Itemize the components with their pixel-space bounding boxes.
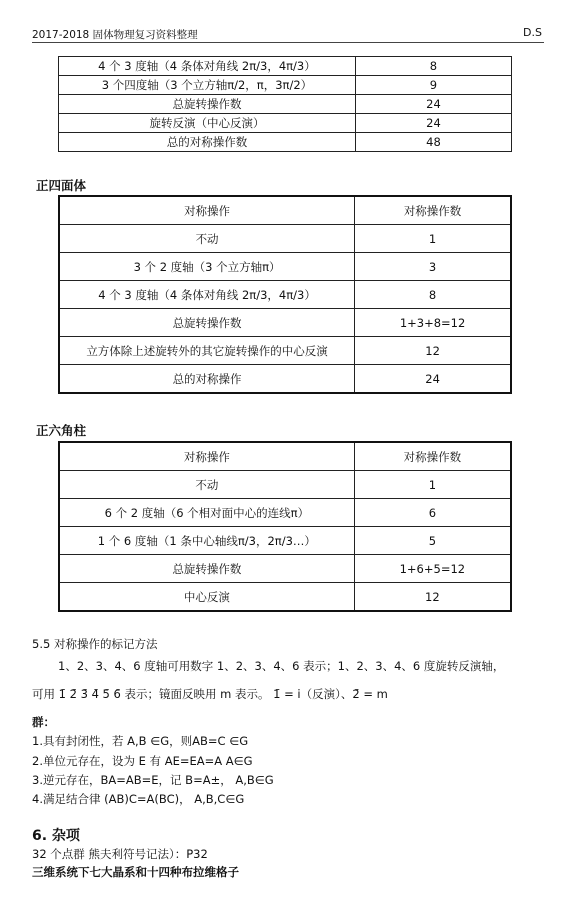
hexagonal-prism-symmetry-table [58,441,512,612]
group-property: 2.单位元存在，设为 E 有 AE=EA=A A∈G [32,754,253,768]
notation-heading: 5.5 对称操作的标记方法 [32,637,158,651]
table-cell: 立方体除上述旋转外的其它旋转操作的中心反演 [59,337,355,365]
table-row [59,95,512,114]
table-cell: 12 [355,337,511,365]
column-header: 对称操作 [59,196,355,225]
table-header-row [59,442,511,471]
table-row [59,114,512,133]
table-cell: 24 [355,95,511,114]
table-cell: 3 [355,253,511,281]
misc-heading: 6. 杂项 [32,828,80,844]
table-cell: 不动 [59,471,354,499]
hexagonal-prism-heading: 正六角柱 [36,423,87,438]
header-author: D.S [523,26,542,39]
table-row [59,309,511,337]
table-row [59,499,511,527]
table-row [59,583,511,612]
table-row [59,555,511,583]
group-property: 4.满足结合律 (AB)C=A(BC)， A,B,C∈G [32,792,245,806]
group-property: 1.具有封闭性，若 A,B ∈G，则AB=C ∈G [32,734,249,748]
table-row [59,337,511,365]
misc-text-line: 32 个点群 熊夫利符号记法）：P32 [32,847,208,861]
tetrahedron-symmetry-table [58,195,512,394]
table-cell: 1 [355,225,511,253]
table-cell: 总旋转操作数 [59,555,354,583]
table-row [59,57,512,76]
table-cell: 总的对称操作 [59,365,355,394]
notation-text-line: 可用 1̄ 2̄ 3̄ 4̄ 5̄ 6̄ 表示；镜面反映用 m 表示。 1̄ = i（反演）、2̄ = m [32,687,388,701]
table-cell: 总的对称操作数 [59,133,356,152]
column-header: 对称操作 [59,442,354,471]
cube-symmetry-table [58,56,512,152]
table-row [59,253,511,281]
group-heading: 群： [32,715,55,729]
table-cell: 9 [355,76,511,95]
column-header: 对称操作数 [355,196,511,225]
table-row [59,471,511,499]
table-cell: 4 个 3 度轴（4 条体对角线 2π/3，4π/3） [59,281,355,309]
table-cell: 6 个 2 度轴（6 个相对面中心的连线π） [59,499,354,527]
header-title: 2017-2018 固体物理复习资料整理 [32,29,198,41]
table-cell: 3 个四度轴（3 个立方轴π/2，π，3π/2） [59,76,356,95]
page-header [32,28,544,43]
table-cell: 8 [355,57,511,76]
table-cell: 1 [354,471,511,499]
column-header: 对称操作数 [354,442,511,471]
table-cell: 1+6+5=12 [354,555,511,583]
table-cell: 1 个 6 度轴（1 条中心轴线π/3，2π/3…） [59,527,354,555]
table-cell: 4 个 3 度轴（4 条体对角线 2π/3，4π/3） [59,57,356,76]
table-row [59,365,511,394]
table-cell: 6 [354,499,511,527]
table-cell: 旋转反演（中心反演） [59,114,356,133]
table-cell: 3 个 2 度轴（3 个立方轴π） [59,253,355,281]
table-row [59,281,511,309]
group-property: 3.逆元存在，BA=AB=E，记 B=A±， A,B∈G [32,773,274,787]
table-row [59,527,511,555]
tetrahedron-heading: 正四面体 [36,178,87,193]
table-cell: 5 [354,527,511,555]
table-header-row [59,196,511,225]
table-row [59,225,511,253]
table-cell: 1+3+8=12 [355,309,511,337]
notation-text-line: 1、2、3、4、6 度轴可用数字 1、2、3、4、6 表示；1、2、3、4、6 度旋转反演轴， [58,659,505,673]
table-cell: 中心反演 [59,583,354,612]
table-cell: 48 [355,133,511,152]
table-cell: 12 [354,583,511,612]
table-cell: 不动 [59,225,355,253]
table-row [59,76,512,95]
table-cell: 24 [355,114,511,133]
table-cell: 8 [355,281,511,309]
table-cell: 总旋转操作数 [59,309,355,337]
table-row [59,133,512,152]
misc-text-line: 三维系统下七大晶系和十四种布拉维格子 [32,865,239,879]
table-cell: 总旋转操作数 [59,95,356,114]
table-cell: 24 [355,365,511,394]
